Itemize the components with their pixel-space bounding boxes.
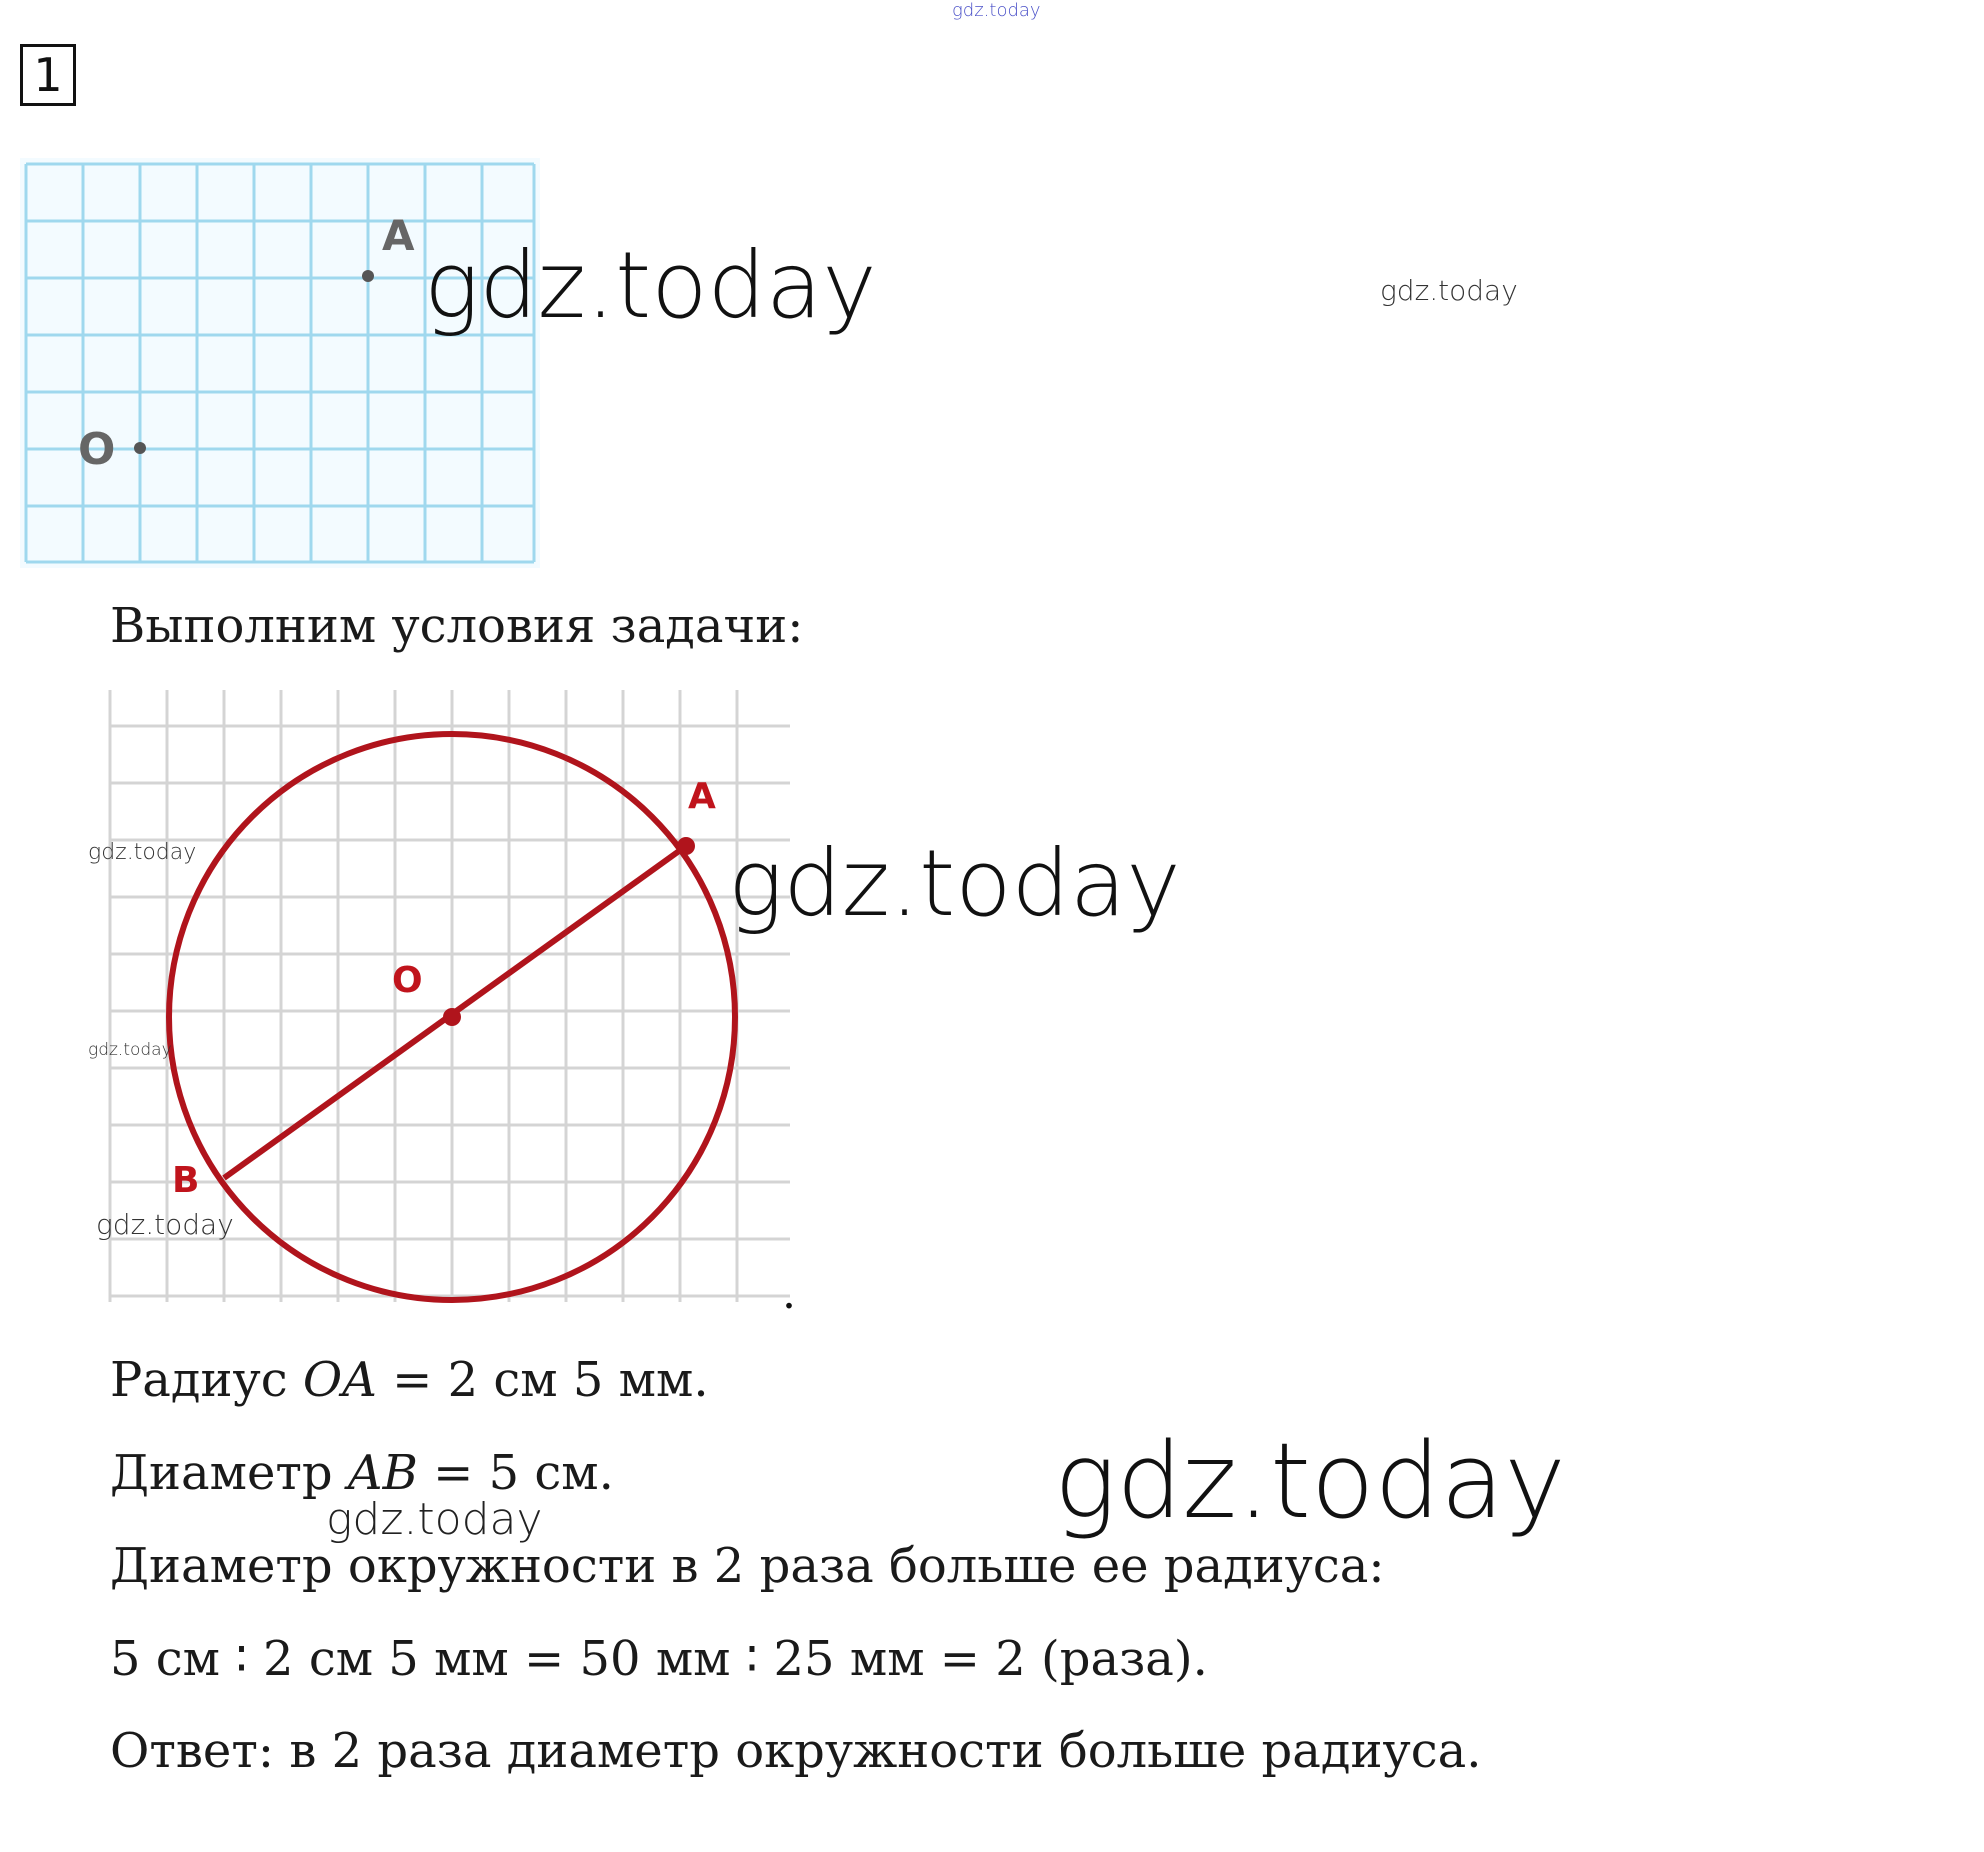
radius-var: OA: [302, 1352, 377, 1408]
diameter-prefix: Диаметр: [110, 1445, 348, 1501]
watermark-small-5: gdz.today: [326, 1494, 543, 1545]
figure-grid-points: [20, 158, 540, 568]
point-o-label: O: [78, 424, 116, 475]
point-a-label: A: [382, 211, 415, 260]
watermark-small-3: gdz.today: [88, 1040, 172, 1060]
diameter-line: [110, 1445, 614, 1501]
point-a-label-2: A: [688, 776, 716, 817]
watermark-small-4: gdz.today: [96, 1208, 234, 1241]
figure-end-mark: .: [782, 1268, 796, 1310]
watermark-top: gdz.today: [952, 0, 1041, 21]
point-o-dot-2: [443, 1008, 461, 1026]
watermark-large-2: gdz.today: [728, 830, 1181, 937]
watermark-large-3: gdz.today: [1054, 1420, 1566, 1542]
watermark-small-1: gdz.today: [1380, 274, 1518, 307]
answer-line: Ответ: в 2 раза диаметр окружности больше радиуса.: [110, 1723, 1482, 1779]
watermark-small-2: gdz.today: [88, 840, 197, 865]
radius-prefix: Радиус: [110, 1352, 303, 1408]
task-number: 1: [20, 44, 76, 106]
point-b-label-2: B: [172, 1160, 200, 1201]
diameter-var: AB: [347, 1445, 418, 1501]
diameter-rest: = 5 см.: [417, 1445, 614, 1501]
point-a-dot: [362, 270, 374, 282]
radius-line: [110, 1352, 709, 1408]
point-o-dot: [134, 442, 146, 454]
point-o-label-2: O: [392, 960, 423, 1001]
watermark-large-1: gdz.today: [424, 232, 877, 339]
relation-line: Диаметр окружности в 2 раза больше ее радиуса:: [110, 1538, 1385, 1594]
radius-rest: = 2 см 5 мм.: [376, 1352, 709, 1408]
heading-text: Выполним условия задачи:: [110, 598, 804, 654]
calculation-line: 5 см ∶ 2 см 5 мм = 50 мм ∶ 25 мм = 2 (раза).: [110, 1631, 1208, 1687]
point-a-dot-2: [677, 837, 695, 855]
